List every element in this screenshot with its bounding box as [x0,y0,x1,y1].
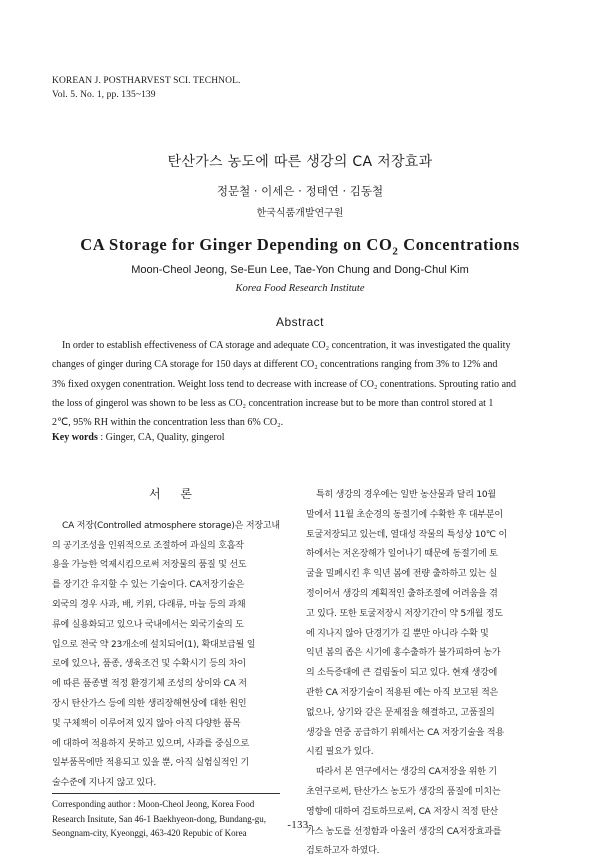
body-line: CA 저장(Controlled atmosphere storage)은 저장고내 [62,520,280,531]
english-title-subscript: 2 [392,245,399,258]
english-title [0,235,600,257]
abstract-line: changes of ginger during CA storage for 150 days at different CO₂ concentrations ranging from 3% to 12% and [52,359,498,371]
footnote-line: Seongnam-city, Kyeonggi, 463-420 Repubic of Korea [52,828,247,838]
body-line: 하에서는 저온장해가 일어나기 때문에 동절기에 토 [306,549,498,560]
body-line: 굴을 밀폐시킨 후 익년 봄에 전량 출하하고 있는 실 [306,569,498,580]
abstract-line: the loss of gingerol was shown to be less as CO₂ concentration increase but to be more than control stored at 1 [52,397,494,409]
body-line: 검토하고자 하였다. [306,846,380,857]
abstract-line: In order to establish effectiveness of CA storage and adequate CO₂ concentration, it was investigated the quality [62,340,511,351]
body-line: 용을 가능한 억제시킴으로써 저장물의 품질 및 선도 [52,560,247,571]
footnote-divider [52,793,280,794]
page-number: -133- [287,820,313,831]
left-column [52,485,297,794]
body-line: 익년 봄의 좁은 시기에 홍수출하가 불가피하여 농가 [306,648,501,659]
body-line: 에 대하여 적용하지 못하고 있으며, 사과를 중심으로 [52,738,250,749]
body-line: 에 지나지 않아 단경기가 길 뿐만 아니라 수확 및 [306,628,489,639]
body-line: 류에 실용화되고 있으나 국내에서는 외국기술의 도 [52,619,244,630]
journal-volume: Vol. 5. No. 1, pp. 135~139 [52,90,156,100]
keywords-value: Ginger, CA, Quality, gingerol [105,432,225,443]
keywords-label: Key words [52,432,98,443]
body-line: 토굴저장되고 있는데, 열대성 작물의 특성상 10℃ 이 [306,529,507,540]
korean-affiliation: 한국식품개발연구원 [256,208,344,219]
body-line: 의 소득증대에 큰 걸림돌이 되고 있다. 현재 생강에 [306,668,498,679]
body-line: 생강을 연중 공급하기 위해서는 CA 저장기술을 적용 [306,727,504,738]
body-line: 일부품목에만 적용되고 있을 뿐, 아직 실험실적인 기 [52,758,250,769]
section-heading-introduction: 서 론 [149,487,200,501]
abstract-line: 3% fixed oxygen conentration. Weight loss tend to decrease with increase of CO₂ conentrations. Sprouting ratio and [52,378,517,390]
body-line: 관한 CA 저장기술이 적용된 예는 아직 보고된 적은 [306,687,499,698]
body-line: 따라서 본 연구에서는 생강의 CA저장을 위한 기 [316,767,497,778]
body-line: 외국의 경우 사과, 배, 키위, 다래류, 마늘 등의 과채 [52,599,246,610]
english-title-suffix: Concentrations [398,235,520,254]
body-line: 를 장기간 유지할 수 있는 기술이다. CA저장기술은 [52,580,245,591]
keywords-separator: : [97,432,106,443]
journal-header [52,74,240,102]
english-title-text: CA Storage for Ginger Depending on CO [80,235,393,254]
corresponding-author-footnote [52,797,292,841]
journal-name: KOREAN J. POSTHARVEST SCI. TECHNOL. [52,76,241,86]
keywords [52,432,225,443]
body-line: 시킬 필요가 있다. [306,747,374,758]
korean-title: 탄산가스 농도에 따른 생강의 CA 저장효과 [167,154,433,170]
body-line: 특히 생강의 경우에는 일반 농산물과 달리 10월 [316,490,496,500]
footnote-line: Research Insitute, San 46-1 Baekhyeon-dong, Bundang-gu, [52,813,266,824]
abstract-body [52,336,552,432]
body-line: 로에 있으나, 품종, 생육조건 및 수확시기 등의 차이 [52,659,246,670]
abstract-line: 2℃, 95% RH within the concentration less than 6% CO₂. [52,417,284,429]
body-line: 의 공기조성을 인위적으로 조절하여 과실의 호흡작 [52,540,244,551]
body-line: 정이어서 생강의 계획적인 출하조절에 어려움을 겪 [306,588,498,599]
body-line: 술수준에 지나지 않고 있다. [52,778,157,789]
footnote-line: Corresponding author : Moon-Cheol Jeong, Korea Food [52,799,255,809]
body-line: 및 구체책이 이루어져 있지 않아 아직 다양한 품목 [52,718,241,729]
english-affiliation: Korea Food Research Institute [235,283,365,294]
body-line: 말에서 11월 초순경의 동절기에 수확한 후 대부분이 [306,509,503,520]
abstract-heading: Abstract [275,315,324,329]
body-line: 초연구로써, 탄산가스 농도가 생강의 품질에 미치는 [306,786,501,797]
english-authors: Moon-Cheol Jeong, Se-Eun Lee, Tae-Yon Chung and Dong-Chul Kim [131,264,469,276]
body-line: 장시 탄산가스 등에 의한 생리장해현상에 대한 원인 [52,698,247,709]
body-line: 입으로 전국 약 23개소에 설치되어(1), 확대보급될 일 [52,639,256,650]
body-line: 에 따른 품종별 적정 환경기체 조성의 상이와 CA 저 [52,679,247,690]
right-column [306,486,551,862]
korean-authors: 정문철 · 이세은 · 정태연 · 김동철 [216,184,384,198]
body-line: 없으나, 상기와 같은 문제점을 해결하고, 고품질의 [306,707,495,718]
body-line: 영향에 대하여 검토하므로써, CA 저장시 적정 탄산 [306,806,499,817]
body-line: 가스 농도를 선정함과 아울러 생강의 CA저장효과를 [306,826,502,837]
body-line: 고 있다. 또한 토굴저장시 저장기간이 약 5개월 정도 [306,608,503,619]
